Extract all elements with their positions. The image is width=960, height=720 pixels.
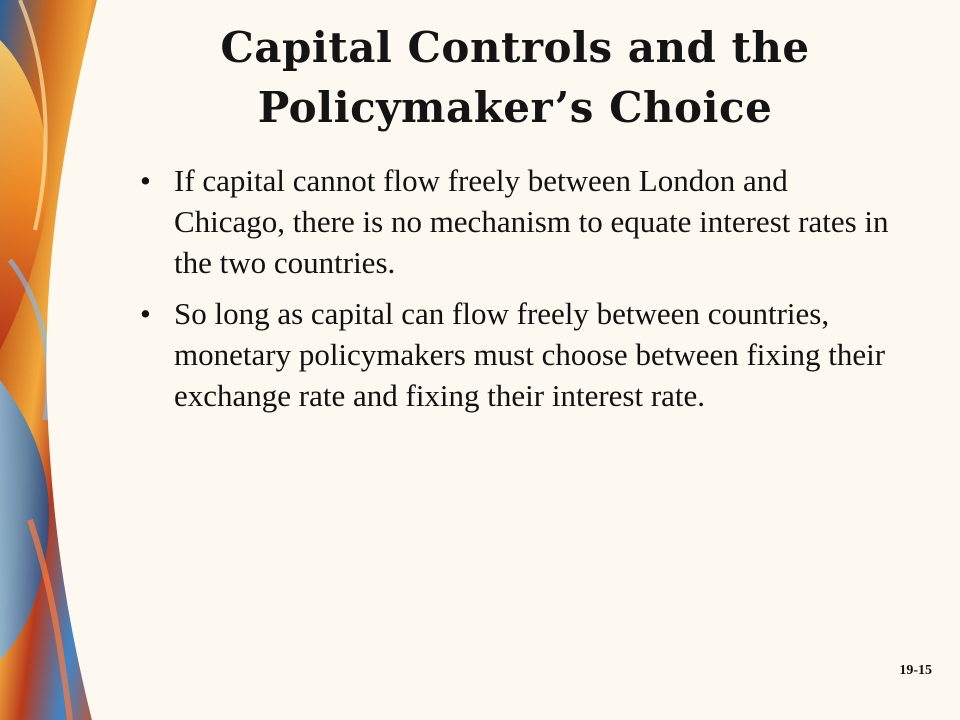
bullet-text: If capital cannot flow freely between London and Chicago, there is no mechanism to equate interest rates in the two countries.	[174, 163, 889, 280]
bullet-list	[138, 160, 898, 426]
bullet-text: So long as capital can flow freely between countries, monetary policymakers must choose between fixing their exchange rate and fixing their interest rate.	[174, 296, 886, 413]
slide-title-line-1: Capital Controls and the	[220, 23, 810, 72]
slide-title-line-2: Policymaker’s Choice	[257, 83, 773, 132]
bullet-item	[138, 160, 898, 283]
bullet-marker: •	[140, 163, 151, 198]
slide-number: 19-15	[899, 663, 932, 678]
bullet-marker: •	[140, 296, 151, 331]
bullet-item	[138, 293, 898, 416]
slide-title	[130, 18, 900, 138]
